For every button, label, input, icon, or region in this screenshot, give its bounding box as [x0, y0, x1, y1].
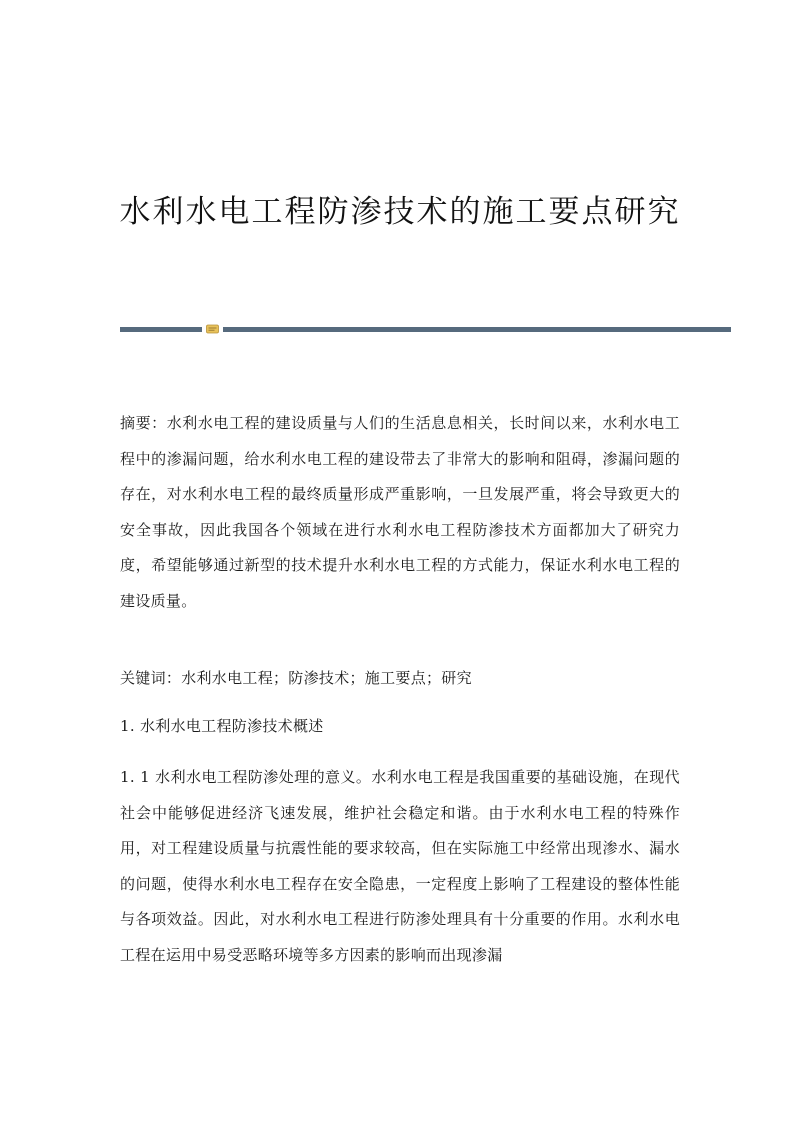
- abstract-paragraph: 摘要：水利水电工程的建设质量与人们的生活息息相关，长时间以来，水利水电工程中的渗漏问题，给水利水电工程的建设带去了非常大的影响和阻碍，渗漏问题的存在，对水利水电工程的最终质量形成严重影响，一旦发展严重，将会导致更大的安全事故，因此我国各个领域在进行水利水电工程防渗技术方面都加大了研究力度，希望能够通过新型的技术提升水利水电工程的方式能力，保证水利水电工程的建设质量。: [120, 414, 680, 610]
- section-body-paragraph: 1. 1 水利水电工程防渗处理的意义。水利水电工程是我国重要的基础设施，在现代社会中能够促进经济飞速发展，维护社会稳定和谐。由于水利水电工程的特殊作用，对工程建设质量与抗震性能的要求较高，但在实际施工中经常出现渗水、漏水的问题，使得水利水电工程存在安全隐患，一定程度上影响了工程建设的整体性能与各项效益。因此，对水利水电工程进行防渗处理具有十分重要的作用。水利水电工程在运用中易受恶略环境等多方因素的影响而出现渗漏: [120, 768, 680, 964]
- keywords-line: 关键词：水利水电工程；防渗技术；施工要点；研究: [120, 669, 472, 687]
- divider-bar-left: [120, 327, 202, 332]
- pencil-ornament-icon: [206, 324, 219, 334]
- section-heading: 1. 水利水电工程防渗技术概述: [120, 717, 324, 735]
- divider-bar-right: [223, 327, 731, 332]
- title-divider: [120, 324, 731, 334]
- page-title: 水利水电工程防渗技术的施工要点研究: [119, 194, 681, 230]
